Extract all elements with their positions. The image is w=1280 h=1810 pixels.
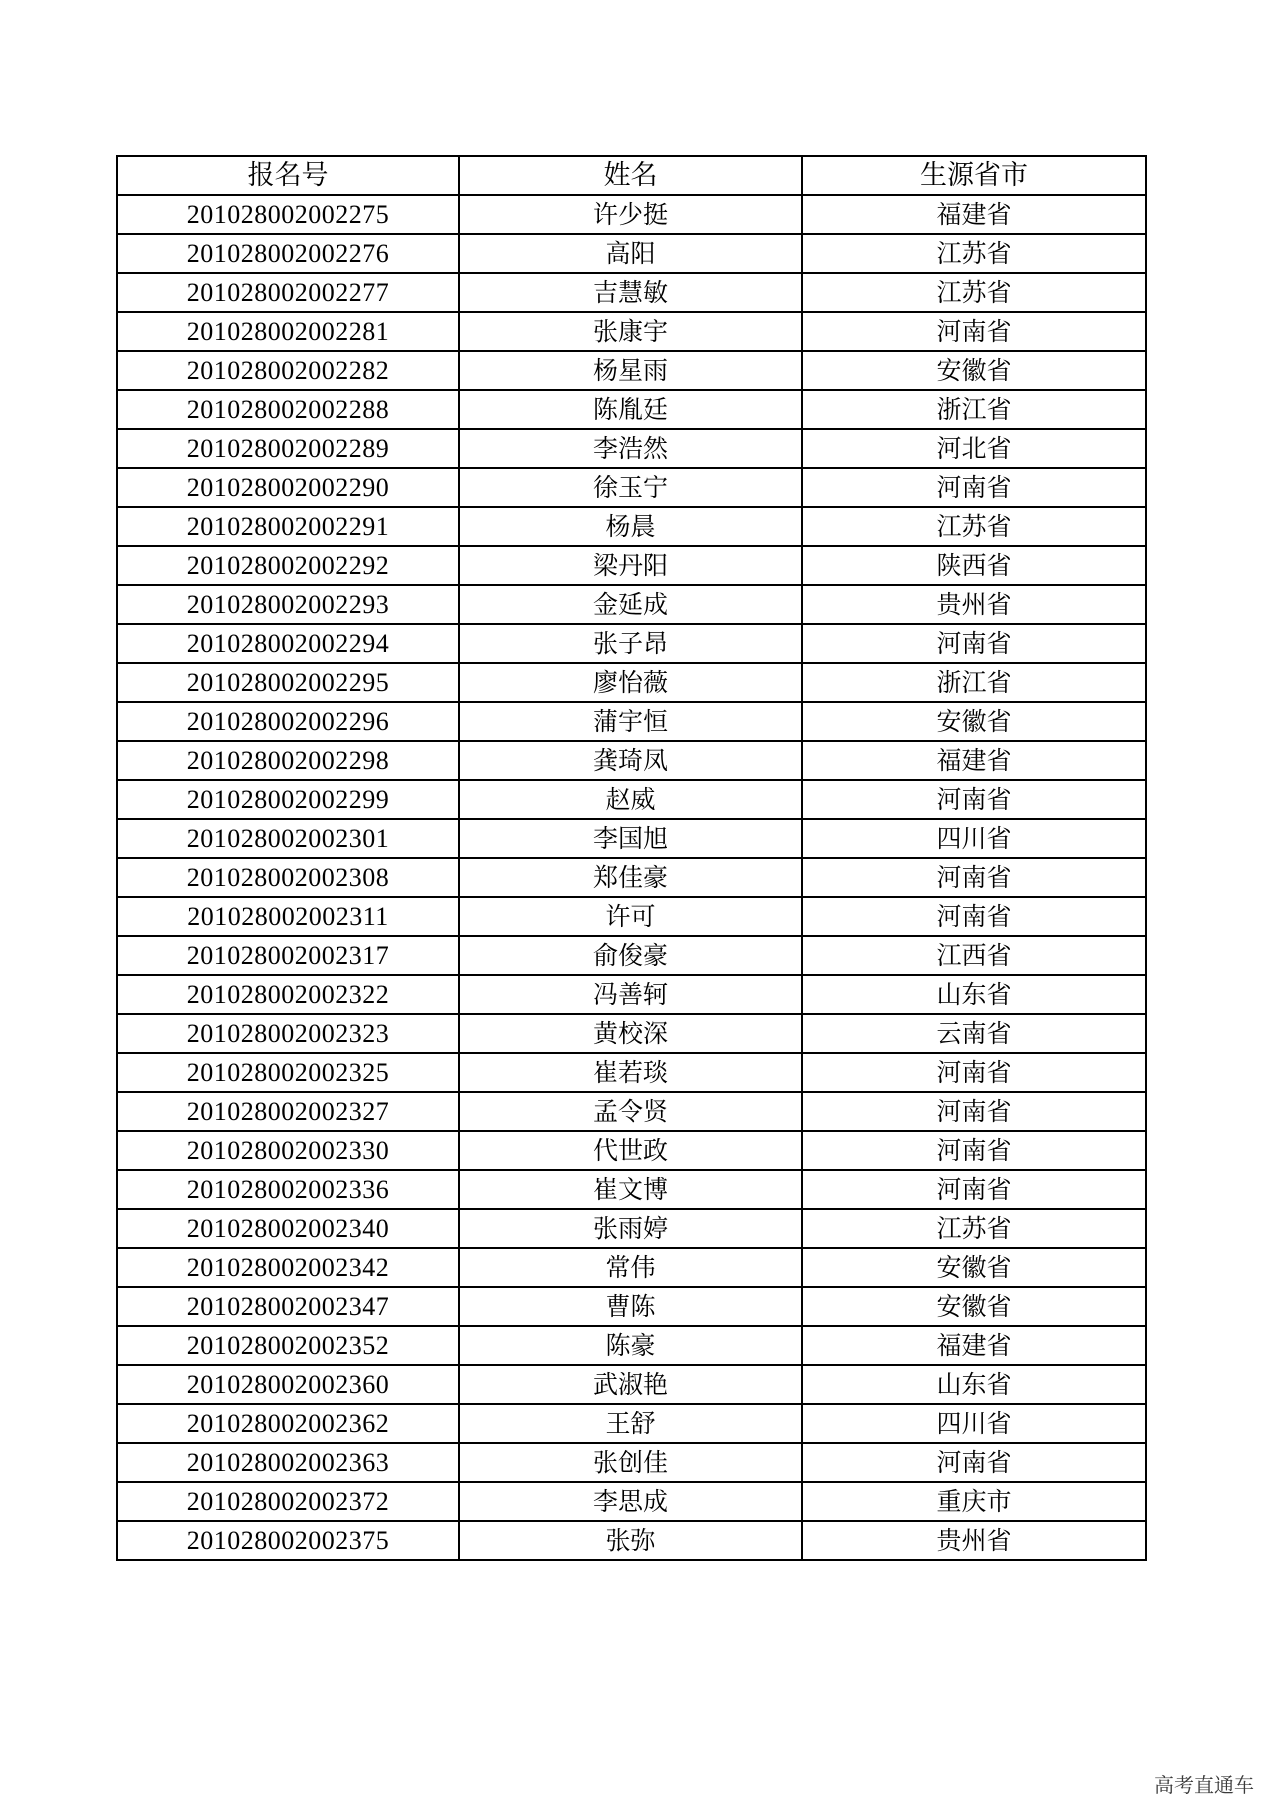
- header-row: [117, 156, 1146, 195]
- registration-number-cell: 201028002002295: [117, 663, 459, 702]
- table-row: [117, 780, 1146, 819]
- origin-province-cell: 四川省: [802, 1404, 1146, 1443]
- registration-number-cell: 201028002002293: [117, 585, 459, 624]
- table-row: [117, 429, 1146, 468]
- registration-number-cell: 201028002002281: [117, 312, 459, 351]
- registration-number-cell: 201028002002327: [117, 1092, 459, 1131]
- student-name-cell: 李国旭: [459, 819, 802, 858]
- student-name-cell: 张雨婷: [459, 1209, 802, 1248]
- registration-number-cell: 201028002002275: [117, 195, 459, 234]
- table-row: [117, 1365, 1146, 1404]
- student-name-cell: 张子昂: [459, 624, 802, 663]
- table-row: [117, 1443, 1146, 1482]
- registration-number-cell: 201028002002296: [117, 702, 459, 741]
- origin-province-cell: 山东省: [802, 1365, 1146, 1404]
- origin-province-cell: 河南省: [802, 1053, 1146, 1092]
- student-name-cell: 李思成: [459, 1482, 802, 1521]
- table-row: [117, 1404, 1146, 1443]
- watermark-logo-text: 高考直通车: [1154, 1773, 1254, 1797]
- origin-province-cell: 重庆市: [802, 1482, 1146, 1521]
- table-row: [117, 1287, 1146, 1326]
- column-header-name: 姓名: [459, 156, 802, 195]
- origin-province-cell: 河南省: [802, 1092, 1146, 1131]
- registration-number-cell: 201028002002298: [117, 741, 459, 780]
- table-row: [117, 1170, 1146, 1209]
- origin-province-cell: 河南省: [802, 312, 1146, 351]
- origin-province-cell: 山东省: [802, 975, 1146, 1014]
- student-name-cell: 许少挺: [459, 195, 802, 234]
- student-name-cell: 蒲宇恒: [459, 702, 802, 741]
- origin-province-cell: 贵州省: [802, 585, 1146, 624]
- origin-province-cell: 福建省: [802, 1326, 1146, 1365]
- registration-number-cell: 201028002002347: [117, 1287, 459, 1326]
- registration-number-cell: 201028002002301: [117, 819, 459, 858]
- student-name-cell: 张康宇: [459, 312, 802, 351]
- student-name-cell: 金延成: [459, 585, 802, 624]
- table-row: [117, 312, 1146, 351]
- student-name-cell: 赵威: [459, 780, 802, 819]
- table-row: [117, 819, 1146, 858]
- student-name-cell: 崔文博: [459, 1170, 802, 1209]
- table-row: [117, 1248, 1146, 1287]
- origin-province-cell: 江西省: [802, 936, 1146, 975]
- registration-number-cell: 201028002002360: [117, 1365, 459, 1404]
- registration-number-cell: 201028002002325: [117, 1053, 459, 1092]
- origin-province-cell: 安徽省: [802, 702, 1146, 741]
- table-row: [117, 897, 1146, 936]
- table-row: [117, 858, 1146, 897]
- origin-province-cell: 河南省: [802, 1131, 1146, 1170]
- registration-number-cell: 201028002002323: [117, 1014, 459, 1053]
- student-name-cell: 廖怡薇: [459, 663, 802, 702]
- table-row: [117, 1521, 1146, 1560]
- student-name-cell: 冯善轲: [459, 975, 802, 1014]
- student-name-cell: 张创佳: [459, 1443, 802, 1482]
- origin-province-cell: 陕西省: [802, 546, 1146, 585]
- origin-province-cell: 安徽省: [802, 1287, 1146, 1326]
- student-name-cell: 俞俊豪: [459, 936, 802, 975]
- table-row: [117, 624, 1146, 663]
- origin-province-cell: 四川省: [802, 819, 1146, 858]
- table-row: [117, 351, 1146, 390]
- origin-province-cell: 贵州省: [802, 1521, 1146, 1560]
- student-name-cell: 杨星雨: [459, 351, 802, 390]
- student-name-cell: 杨晨: [459, 507, 802, 546]
- student-name-cell: 崔若琰: [459, 1053, 802, 1092]
- column-header-registration-number: 报名号: [117, 156, 459, 195]
- table-row: [117, 1131, 1146, 1170]
- student-name-cell: 王舒: [459, 1404, 802, 1443]
- table-row: [117, 390, 1146, 429]
- origin-province-cell: 河南省: [802, 1170, 1146, 1209]
- registration-number-cell: 201028002002294: [117, 624, 459, 663]
- student-name-cell: 徐玉宁: [459, 468, 802, 507]
- table-row: [117, 1014, 1146, 1053]
- registration-number-cell: 201028002002362: [117, 1404, 459, 1443]
- origin-province-cell: 河南省: [802, 1443, 1146, 1482]
- student-name-cell: 代世政: [459, 1131, 802, 1170]
- registration-number-cell: 201028002002363: [117, 1443, 459, 1482]
- origin-province-cell: 安徽省: [802, 1248, 1146, 1287]
- registration-number-cell: 201028002002282: [117, 351, 459, 390]
- registration-number-cell: 201028002002288: [117, 390, 459, 429]
- registration-number-cell: 201028002002290: [117, 468, 459, 507]
- student-name-cell: 孟令贤: [459, 1092, 802, 1131]
- table-row: [117, 741, 1146, 780]
- registration-number-cell: 201028002002277: [117, 273, 459, 312]
- origin-province-cell: 浙江省: [802, 663, 1146, 702]
- table-row: [117, 546, 1146, 585]
- student-name-cell: 许可: [459, 897, 802, 936]
- origin-province-cell: 福建省: [802, 741, 1146, 780]
- table-row: [117, 468, 1146, 507]
- origin-province-cell: 河北省: [802, 429, 1146, 468]
- table-row: [117, 273, 1146, 312]
- registration-number-cell: 201028002002276: [117, 234, 459, 273]
- table-row: [117, 1053, 1146, 1092]
- table-body: [117, 195, 1146, 1560]
- origin-province-cell: 云南省: [802, 1014, 1146, 1053]
- table-row: [117, 195, 1146, 234]
- column-header-origin-province: 生源省市: [802, 156, 1146, 195]
- registration-number-cell: 201028002002375: [117, 1521, 459, 1560]
- origin-province-cell: 浙江省: [802, 390, 1146, 429]
- origin-province-cell: 福建省: [802, 195, 1146, 234]
- table-row: [117, 507, 1146, 546]
- registration-number-cell: 201028002002342: [117, 1248, 459, 1287]
- table-row: [117, 702, 1146, 741]
- table-row: [117, 585, 1146, 624]
- student-name-cell: 黄校深: [459, 1014, 802, 1053]
- table-header: [117, 156, 1146, 195]
- registration-number-cell: 201028002002299: [117, 780, 459, 819]
- registration-number-cell: 201028002002289: [117, 429, 459, 468]
- table-row: [117, 234, 1146, 273]
- student-name-cell: 陈胤廷: [459, 390, 802, 429]
- student-name-cell: 常伟: [459, 1248, 802, 1287]
- student-name-cell: 吉慧敏: [459, 273, 802, 312]
- table-row: [117, 1482, 1146, 1521]
- student-name-cell: 武淑艳: [459, 1365, 802, 1404]
- origin-province-cell: 安徽省: [802, 351, 1146, 390]
- registration-number-cell: 201028002002322: [117, 975, 459, 1014]
- origin-province-cell: 江苏省: [802, 1209, 1146, 1248]
- origin-province-cell: 河南省: [802, 897, 1146, 936]
- origin-province-cell: 江苏省: [802, 507, 1146, 546]
- registration-number-cell: 201028002002340: [117, 1209, 459, 1248]
- student-name-cell: 郑佳豪: [459, 858, 802, 897]
- table-row: [117, 663, 1146, 702]
- table-row: [117, 1092, 1146, 1131]
- origin-province-cell: 江苏省: [802, 273, 1146, 312]
- registration-number-cell: 201028002002308: [117, 858, 459, 897]
- student-name-cell: 李浩然: [459, 429, 802, 468]
- registration-number-cell: 201028002002317: [117, 936, 459, 975]
- table-row: [117, 936, 1146, 975]
- student-name-cell: 龚琦凤: [459, 741, 802, 780]
- student-name-cell: 梁丹阳: [459, 546, 802, 585]
- origin-province-cell: 河南省: [802, 858, 1146, 897]
- student-name-cell: 陈豪: [459, 1326, 802, 1365]
- origin-province-cell: 河南省: [802, 624, 1146, 663]
- table-row: [117, 1209, 1146, 1248]
- registration-number-cell: 201028002002292: [117, 546, 459, 585]
- registration-number-cell: 201028002002311: [117, 897, 459, 936]
- registration-number-cell: 201028002002372: [117, 1482, 459, 1521]
- registration-number-cell: 201028002002330: [117, 1131, 459, 1170]
- admission-list-table: [116, 155, 1147, 1561]
- table-row: [117, 975, 1146, 1014]
- student-name-cell: 曹陈: [459, 1287, 802, 1326]
- origin-province-cell: 河南省: [802, 780, 1146, 819]
- registration-number-cell: 201028002002291: [117, 507, 459, 546]
- registration-number-cell: 201028002002336: [117, 1170, 459, 1209]
- table-row: [117, 1326, 1146, 1365]
- origin-province-cell: 江苏省: [802, 234, 1146, 273]
- registration-number-cell: 201028002002352: [117, 1326, 459, 1365]
- student-name-cell: 高阳: [459, 234, 802, 273]
- origin-province-cell: 河南省: [802, 468, 1146, 507]
- student-name-cell: 张弥: [459, 1521, 802, 1560]
